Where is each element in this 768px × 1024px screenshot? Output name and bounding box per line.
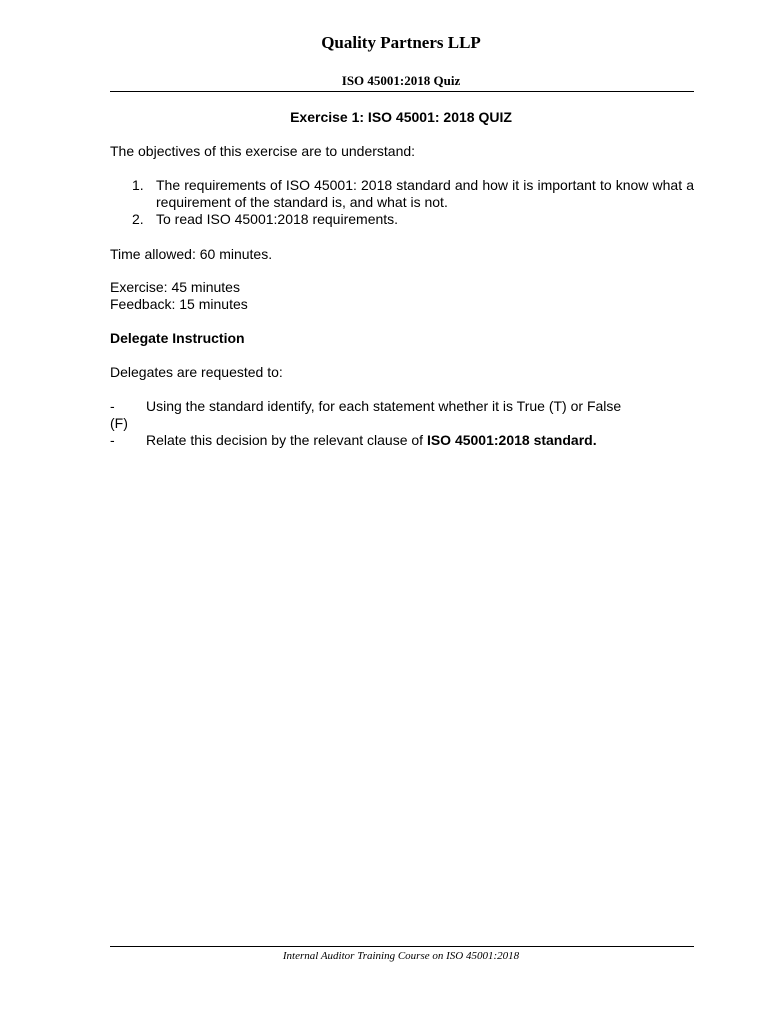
- standard-reference: ISO 45001:2018 standard.: [426, 432, 597, 448]
- list-item-number: 2.: [132, 211, 144, 227]
- list-item-text: Using the standard identify, for each statement whether it is True (T) or False: [146, 398, 622, 414]
- document-subtitle: ISO 45001:2018 Quiz: [341, 73, 461, 88]
- list-item: [132, 177, 694, 211]
- list-item-text: The requirements of ISO 45001: 2018 standard and how it is important to know what a requirement of the standard is, and what is not.: [156, 177, 694, 210]
- time-allowed: Time allowed: 60 minutes.: [110, 246, 273, 262]
- list-item: [132, 211, 694, 228]
- feedback-time: Feedback: 15 minutes: [110, 296, 248, 312]
- footer-text: Internal Auditor Training Course on ISO 45001:2018: [282, 950, 520, 962]
- exercise-time: Exercise: 45 minutes: [110, 279, 240, 295]
- header-divider: [110, 91, 694, 92]
- list-item-number: 1.: [132, 177, 144, 193]
- company-name: Quality Partners LLP: [321, 33, 481, 52]
- footer-divider: [110, 946, 694, 947]
- list-item: [110, 432, 694, 449]
- delegate-heading: Delegate Instruction: [110, 330, 245, 346]
- bullet-dash: -: [110, 432, 115, 448]
- objectives-list: [132, 177, 694, 228]
- delegate-intro: Delegates are requested to:: [110, 364, 283, 380]
- bullet-dash: -: [110, 398, 115, 414]
- instruction-list: [110, 398, 694, 449]
- list-item-text-wrap: (F): [110, 415, 128, 431]
- objectives-intro: The objectives of this exercise are to understand:: [110, 143, 416, 159]
- list-item-text: To read ISO 45001:2018 requirements.: [156, 211, 399, 227]
- exercise-title: Exercise 1: ISO 45001: 2018 QUIZ: [290, 109, 512, 125]
- list-item: [110, 398, 694, 432]
- list-item-text: Relate this decision by the relevant clause of: [146, 432, 427, 448]
